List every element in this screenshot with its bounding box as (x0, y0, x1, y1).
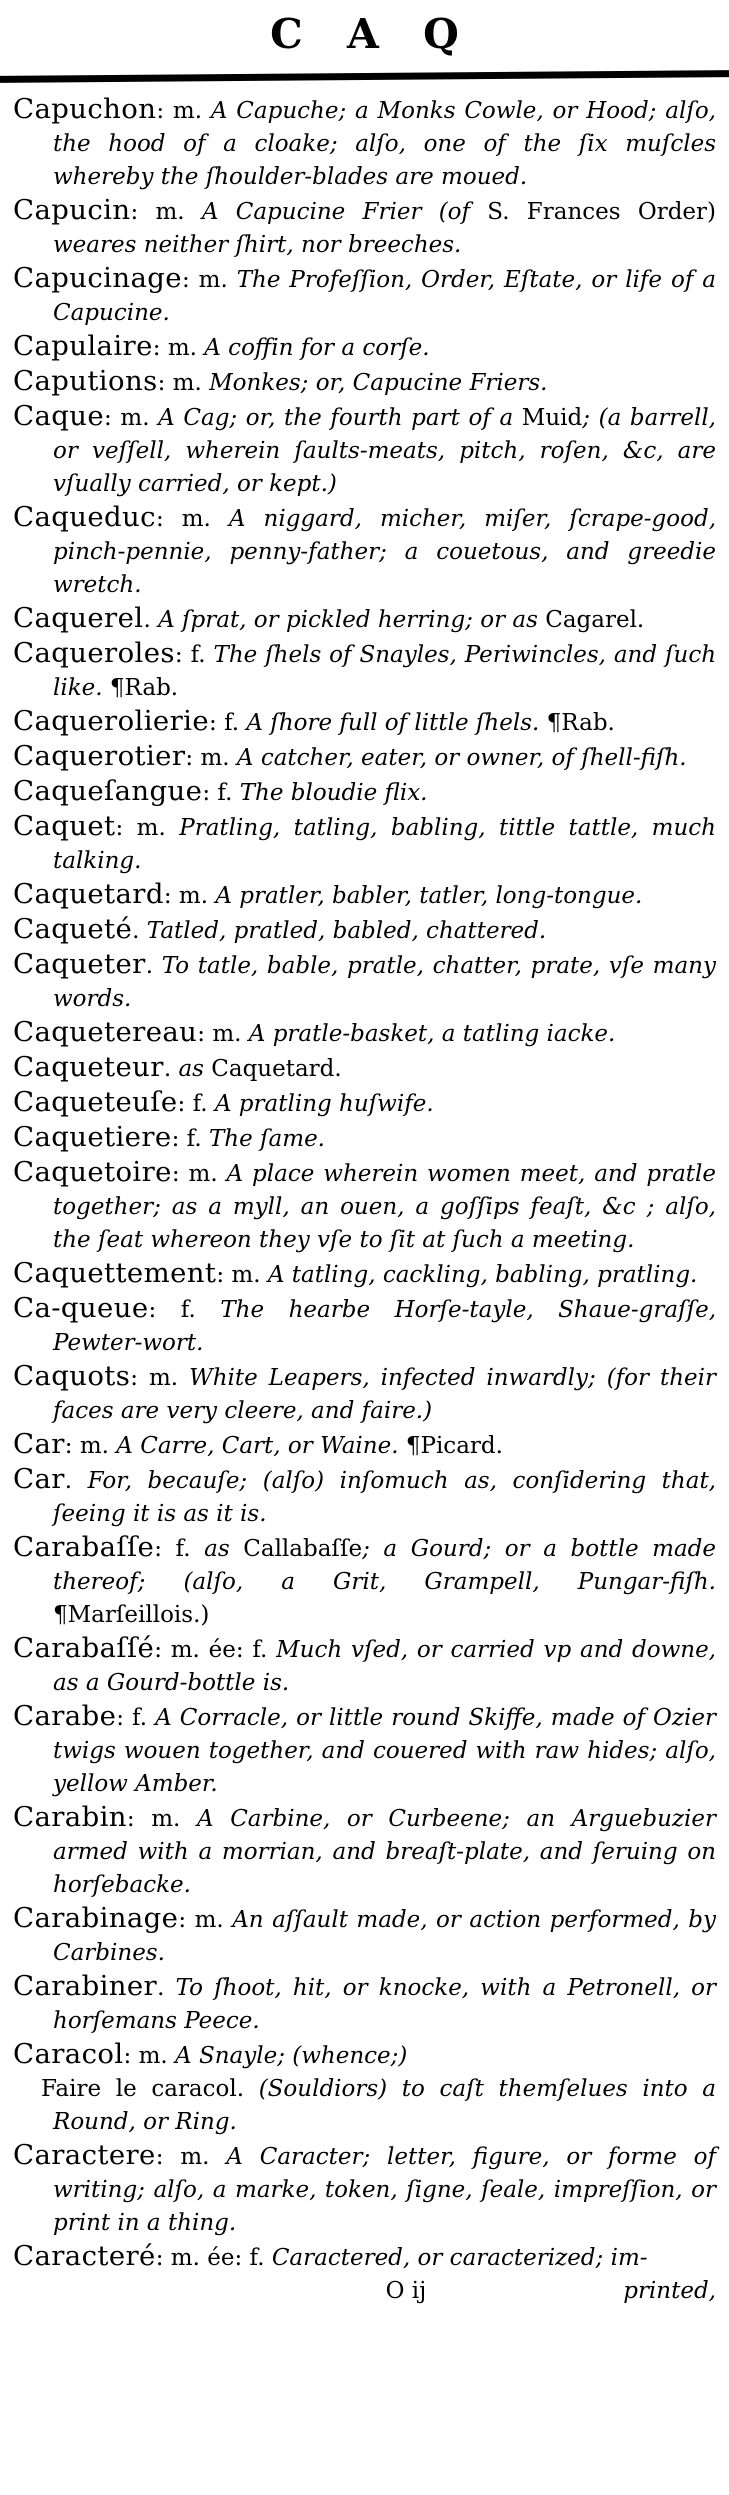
entry-grammar-tag: : m. (155, 506, 229, 532)
page-header-letters: C A Q (270, 10, 474, 58)
entry-definition-text: as (204, 1536, 244, 1562)
entry-grammar-tag: . (64, 1468, 88, 1494)
entry-grammar-tag: : m. (123, 2043, 176, 2069)
entry-headword: Caqueteur (13, 1051, 164, 1083)
entry-roman-text: Muid (521, 405, 583, 431)
dictionary-subentry (13, 2073, 716, 2139)
entry-definition-text: A tatling, cackling, babling, pratling. (267, 1262, 698, 1288)
entry-grammar-tag: . (157, 1975, 176, 2001)
entry-headword: Caquetoire (13, 1156, 172, 1188)
entry-definition-text: A ſprat, or pickled herring; or as (158, 607, 546, 633)
entry-headword: Caqueroles (13, 637, 175, 669)
entry-grammar-tag: : m. (126, 1806, 197, 1832)
entry-headword: Carabiner (13, 1970, 158, 2002)
entry-roman-text: ¶Rab. (546, 710, 615, 736)
entry-grammar-tag: : m. (152, 335, 205, 361)
entry-headword: Ca-queue (13, 1292, 149, 1324)
dictionary-entry (13, 913, 716, 948)
entry-grammar-tag: : m. (157, 370, 210, 396)
entries (13, 93, 716, 2275)
entry-grammar-tag: : m. (163, 883, 216, 909)
entry-headword: Caquerolierie (13, 705, 210, 737)
entry-headword: Capulaire (13, 330, 153, 362)
dictionary-entry (13, 1051, 716, 1086)
dictionary-entry (13, 501, 716, 602)
entry-headword: Car (13, 1463, 65, 1495)
entry-definition-text: For, becauſe; (alſo) inſomuch as, conſidering that, ſeeing it is as it is. (53, 1468, 716, 1527)
dictionary-entry (13, 1428, 716, 1463)
entry-grammar-tag: . (143, 607, 159, 633)
signature-mark: O ij (385, 2278, 427, 2304)
dictionary-entry (13, 1801, 716, 1902)
entry-definition-text: A Cag; or, the fourth part of a (158, 405, 522, 431)
entry-headword: Capucinage (13, 262, 182, 294)
entry-grammar-tag: : m. (130, 199, 202, 225)
entry-headword: Car (13, 1428, 65, 1460)
entry-headword: Capucin (13, 194, 131, 226)
dictionary-entry (13, 602, 716, 637)
entry-definition-text: A Carre, Cart, or Waine. (116, 1433, 406, 1459)
entry-grammar-tag: : f. (148, 1297, 221, 1323)
entry-definition-text: The ſame. (208, 1126, 325, 1152)
entry-headword: Caquetard (13, 878, 164, 910)
catchword: printed, (623, 2278, 716, 2304)
entry-grammar-tag: : m. (216, 1262, 268, 1288)
entry-definition-text: A Corracle, or little round Skiffe, made of Ozier twigs wouen together, and couered with raw hides; alſo, yellow Amber. (53, 1705, 716, 1797)
entry-grammar-tag: . (145, 953, 162, 979)
entry-roman-text: Caquetard. (211, 1056, 342, 1082)
entry-definition-text: Caractered, or caracterized; im- (271, 2245, 648, 2271)
entry-headword: Caracteré (13, 2240, 156, 2272)
dictionary-entry (13, 330, 716, 365)
entry-definition-text: A place wherein women meet, and pratle together; as a myll, an ouen, a goſſips feaſt, &c ; alſo, the ſeat whereon they vſe to ſit at ſuch a meeting. (53, 1161, 716, 1253)
entry-headword: Caque (13, 400, 105, 432)
entry-definition-text: White Leapers, infected inwardly; (for their faces are very cleere, and faire.) (53, 1365, 716, 1424)
entry-headword: Caqueter (13, 948, 146, 980)
dictionary-entry (13, 878, 716, 913)
entry-grammar-tag: : m. (104, 405, 159, 431)
dictionary-entry (13, 2139, 716, 2240)
dictionary-entry (13, 1121, 716, 1156)
dictionary-entry (13, 93, 716, 194)
dictionary-entry (13, 1970, 716, 2038)
dictionary-entry (13, 1463, 716, 1531)
entry-grammar-tag: : m. ée: f. (154, 1637, 277, 1663)
entry-headword: Caquet (13, 810, 116, 842)
entry-definition-text: The hearbe Horſe-tayle, Shaue-graſſe, Pewter-wort. (53, 1297, 717, 1356)
dictionary-entry (13, 775, 716, 810)
dictionary-entry (13, 637, 716, 705)
subentry-phrase: Faire le caracol. (41, 2076, 259, 2102)
entry-headword: Carabaſſe (13, 1531, 155, 1563)
entry-roman-text: ¶Picard. (405, 1433, 503, 1459)
entry-definition-text: To tatle, bable, pratle, chatter, prate, vſe many words. (53, 953, 716, 1012)
entry-headword: Caquettement (13, 1257, 217, 1289)
dictionary-entry (13, 1257, 716, 1292)
entry-definition-text: A niggard, micher, miſer, ſcrape-good, pinch-pennie, penny-father; a couetous, and greedie wretch. (53, 506, 716, 598)
entry-headword: Carabin (13, 1801, 127, 1833)
entry-headword: Caquerel (13, 602, 144, 634)
dictionary-entry (13, 400, 716, 501)
dictionary-entry (13, 1531, 716, 1632)
entry-definition-text: A catcher, eater, or owner, of ſhell-fiſh. (236, 745, 687, 771)
entry-headword: Caqueté (13, 913, 133, 945)
dictionary-entry (13, 705, 716, 740)
dictionary-entry (13, 740, 716, 775)
entry-definition-text: An aſſault made, or action performed, by Carbines. (53, 1907, 716, 1966)
entry-definition-text: Monkes; or, Capucine Friers. (209, 370, 548, 396)
entry-headword: Caquots (13, 1360, 131, 1392)
entry-grammar-tag: : f. (202, 780, 240, 806)
entry-definition-text: as (178, 1056, 212, 1082)
entry-grammar-tag: : m. (181, 267, 237, 293)
entry-definition-text: A pratle-basket, a tatling iacke. (248, 1021, 616, 1047)
entry-headword: Caqueteuſe (13, 1086, 178, 1118)
entry-roman-text: ¶Marſeillois.) (53, 1602, 210, 1628)
entry-definition-text: A Snayle; (whence;) (175, 2043, 408, 2069)
entry-grammar-tag: : m. (197, 1021, 249, 1047)
entry-definition-text: The ſhels of Snayles, Periwincles, and ſuch like. (53, 642, 717, 701)
entry-grammar-tag: : f. (171, 1126, 209, 1152)
entry-headword: Carabinage (13, 1902, 179, 1934)
entry-definition-text: A pratler, babler, tatler, long-tongue. (215, 883, 643, 909)
entry-headword: Caquetereau (13, 1016, 198, 1048)
entry-definition-text: Much vſed, or carried vp and downe, as a Gourd-bottle is. (53, 1637, 716, 1696)
entry-headword: Caqueduc (13, 501, 156, 533)
dictionary-entry (13, 194, 716, 262)
entry-definition-text: A Caracter; letter, figure, or forme of writing; alſo, a marke, token, ſigne, ſeale, impreſſion, or print in a thing. (53, 2144, 716, 2236)
entry-definition-text: A Capuche; a Monks Cowle, or Hood; alſo, the hood of a cloake; alſo, one of the ſix muſcles whereby the ſhoulder-blades are moued. (53, 98, 716, 190)
page-footer (13, 2275, 716, 2317)
entry-definition-text: weares neither ſhirt, nor breeches. (53, 232, 462, 258)
entry-grammar-tag: : m. (156, 98, 211, 124)
entry-definition-text: The bloudie flix. (239, 780, 428, 806)
entry-grammar-tag: : f. (209, 710, 247, 736)
dictionary-entry (13, 1700, 716, 1801)
dictionary-entry (13, 2240, 716, 2275)
entry-headword: Caractere (13, 2139, 156, 2171)
entry-grammar-tag: . (163, 1056, 179, 1082)
subentry-definition-text: (Souldiors) to caſt themſelues into a Round, or Ring. (53, 2076, 717, 2135)
dictionary-entry (13, 1360, 716, 1428)
entry-definition-text: A pratling huſwife. (214, 1091, 434, 1117)
entry-grammar-tag: : m. (155, 2144, 227, 2170)
dictionary-entry (13, 1086, 716, 1121)
entry-definition-text: ; a Gourd; or a bottle made thereof; (alſo, a Grit, Grampell, Pungar-fiſh. (53, 1536, 717, 1595)
entry-definition-text: A Carbine, or Curbeene; an Arguebuzier armed with a morrian, and breaſt-plate, and ſeruing on horſebacke. (53, 1806, 717, 1898)
dictionary-entry (13, 1292, 716, 1360)
entry-roman-text: Callabaſſe (243, 1536, 363, 1562)
dictionary-entry (13, 365, 716, 400)
entry-headword: Carabaſſé (13, 1632, 155, 1664)
entry-definition-text: A ſhore full of little ſhels. (246, 710, 547, 736)
entry-definition-text: ; (a barrell, or veſſell, wherein ſaults-meats, pitch, roſen, &c, are vſually carried, or kept.) (53, 405, 716, 497)
entry-grammar-tag: . (132, 918, 147, 944)
entry-definition-text: The Profeſſion, Order, Eſtate, or life of a Capucine. (53, 267, 716, 326)
dictionary-entry (13, 2038, 716, 2073)
entry-definition-text: A Capucine Frier (of (201, 199, 488, 225)
entry-grammar-tag: : f. (174, 642, 214, 668)
entry-grammar-tag: : m. (178, 1907, 233, 1933)
entry-grammar-tag: : f. (177, 1091, 215, 1117)
header-divider-rule (0, 70, 729, 83)
entry-headword: Caqueſangue (13, 775, 203, 807)
entry-headword: Caracol (13, 2038, 124, 2070)
entry-definition-text: To ſhoot, hit, or knocke, with a Petronell, or horſemans Peece. (53, 1975, 717, 2034)
dictionary-entry (13, 1016, 716, 1051)
entry-headword: Carabe (13, 1700, 117, 1732)
dictionary-entry (13, 1632, 716, 1700)
dictionary-entry (13, 1156, 716, 1257)
dictionary-entry (13, 262, 716, 330)
entry-grammar-tag: : m. (185, 745, 237, 771)
entry-headword: Capuchon (13, 93, 157, 125)
dictionary-entry (13, 1902, 716, 1970)
entry-grammar-tag: : f. (116, 1705, 156, 1731)
entry-roman-text: ¶Rab. (109, 675, 179, 701)
entry-grammar-tag: : f. (154, 1536, 205, 1562)
entry-definition-text: Tatled, pratled, babled, chattered. (146, 918, 547, 944)
dictionary-entry (13, 948, 716, 1016)
entry-roman-text: S. Frances Order) (487, 199, 716, 225)
entry-headword: Caquerotier (13, 740, 186, 772)
entry-grammar-tag: : m. (130, 1365, 190, 1391)
entry-grammar-tag: : m. ée: f. (155, 2245, 272, 2271)
entry-headword: Caputions (13, 365, 158, 397)
entry-headword: Caquetiere (13, 1121, 172, 1153)
entry-roman-text: Cagarel. (545, 607, 645, 633)
entry-definition-text: Pratling, tatling, babling, tittle tattle, much talking. (53, 815, 716, 874)
entry-definition-text: A coffin for a corſe. (204, 335, 430, 361)
entry-grammar-tag: : m. (171, 1161, 227, 1187)
dictionary-entry (13, 810, 716, 878)
entry-grammar-tag: : m. (64, 1433, 117, 1459)
entry-grammar-tag: : m. (115, 815, 180, 841)
